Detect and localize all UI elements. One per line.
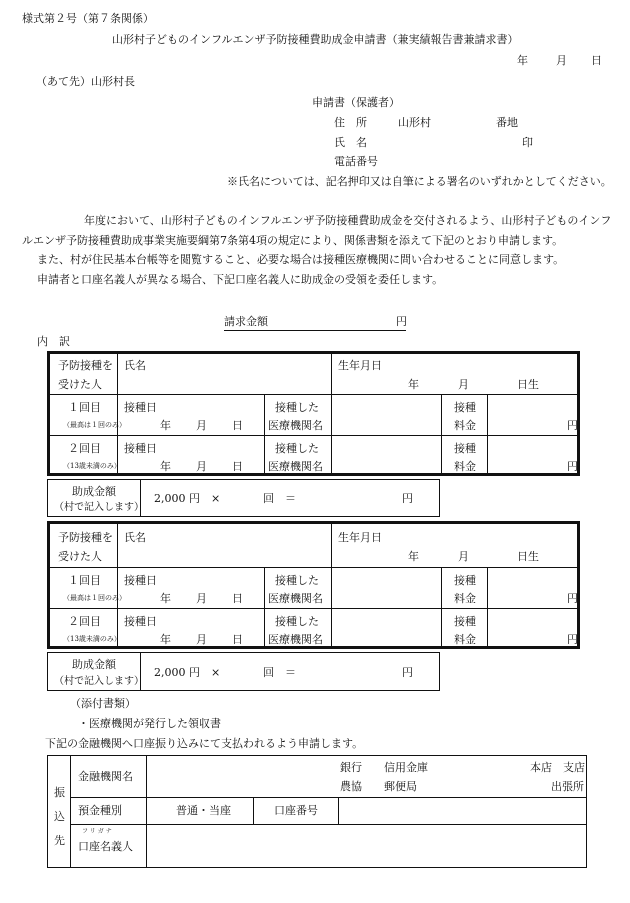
subsidy-box-2: [47, 652, 440, 691]
dose1-inst-a-2: 接種した: [275, 574, 319, 587]
dose1-day-2: 日: [232, 592, 243, 605]
dose1-fee-a-1: 接種: [454, 401, 476, 414]
bank-table: [47, 755, 587, 868]
dose2-inst-a-1: 接種した: [275, 442, 319, 455]
institution-label: 金融機関名: [78, 770, 133, 783]
dose2-fee-b-1: 料金: [454, 460, 476, 473]
subsidy-label-a-1: 助成金額: [72, 485, 116, 498]
claim-label: 請求金額: [224, 315, 268, 328]
dose1-year-1: 年: [160, 419, 171, 432]
dose2-label-1: ２回目: [68, 442, 101, 455]
subsidy-label-a-2: 助成金額: [72, 658, 116, 671]
birth-day-2: 日生: [517, 550, 539, 563]
birth-month-2: 月: [458, 550, 469, 563]
claim-yen: 円: [396, 315, 407, 328]
dose1-month-2: 月: [196, 592, 207, 605]
form-number: 様式第２号（第７条関係）: [22, 12, 154, 25]
attachments-heading: （添付書類）: [70, 697, 136, 710]
bank-intro: 下記の金融機関へ口座振り込みにて支払われるよう申請します。: [45, 737, 364, 750]
side-label-2: 込: [54, 810, 65, 823]
claim-underline: [224, 330, 406, 331]
dose2-note-2: （13歳未満のみ）: [63, 635, 121, 643]
dose1-fee-a-2: 接種: [454, 574, 476, 587]
banchi-label: 番地: [496, 116, 518, 129]
dose2-day-2: 日: [232, 633, 243, 646]
form-title: 山形村子どものインフルエンザ予防接種費助成金申請書（兼実績報告書兼請求書）: [112, 33, 519, 46]
birth-year-1: 年: [408, 378, 419, 391]
signature-note: ※氏名については、記名押印又は自筆による署名のいずれかとしてください。: [227, 175, 612, 188]
dose1-yen-2: 円: [567, 592, 578, 605]
seal-mark: 印: [522, 136, 533, 149]
dose2-year-2: 年: [160, 633, 171, 646]
dose1-yen-1: 円: [567, 419, 578, 432]
dose2-label-2: ２回目: [68, 615, 101, 628]
village-name: 山形村: [398, 116, 431, 129]
account-number-label: 口座番号: [274, 804, 318, 817]
dose2-month-2: 月: [196, 633, 207, 646]
bank-type-bottom: 農協 郵便局: [340, 780, 417, 793]
dose2-fee-a-2: 接種: [454, 615, 476, 628]
child-table-1: [47, 351, 580, 476]
child-table-2: [47, 521, 580, 649]
subsidy-yen-1: 円: [402, 492, 413, 505]
subsidy-amount-2: 2,000 円 ×: [154, 666, 221, 679]
holder-ruby: フリガナ: [82, 828, 114, 835]
date-year: 年: [517, 54, 528, 67]
body-para1-line1: 年度において、山形村子どものインフルエンザ予防接種費助成金を交付されるよう、山形村子どものインフ: [84, 214, 612, 227]
subsidy-times-2: 回 ＝: [263, 666, 296, 679]
subsidy-label-b-1: （村で記入します）: [54, 502, 144, 513]
dose1-date-label-1: 接種日: [124, 401, 157, 414]
dose2-inst-a-2: 接種した: [275, 615, 319, 628]
dose2-day-1: 日: [232, 460, 243, 473]
applicant-heading: 申請書（保護者）: [312, 96, 400, 109]
dose2-year-1: 年: [160, 460, 171, 473]
dose1-month-1: 月: [196, 419, 207, 432]
body-para1-line2: ルエンザ予防接種費助成事業実施要綱第7条第4項の規定により、関係書類を添えて下記のとおり申請します。: [22, 234, 564, 247]
dose2-date-label-1: 接種日: [124, 442, 157, 455]
subsidy-label-b-2: （村で記入します）: [54, 676, 144, 687]
birth-day-1: 日生: [517, 378, 539, 391]
dose1-day-1: 日: [232, 419, 243, 432]
bank-type-top: 銀行 信用金庫: [340, 761, 428, 774]
side-label-1: 振: [54, 786, 65, 799]
dose1-year-2: 年: [160, 592, 171, 605]
dose2-date-label-2: 接種日: [124, 615, 157, 628]
phone-label: 電話番号: [334, 155, 378, 168]
birth-year-2: 年: [408, 550, 419, 563]
recipient-label-2b: 受けた人: [58, 550, 102, 563]
dose2-yen-2: 円: [567, 633, 578, 646]
birth-month-1: 月: [458, 378, 469, 391]
subsidy-times-1: 回 ＝: [263, 492, 296, 505]
holder-label: 口座名義人: [78, 840, 133, 853]
dose1-inst-a-1: 接種した: [275, 401, 319, 414]
branch-type-bottom: 出張所: [551, 780, 584, 793]
dose2-note-1: （13歳未満のみ）: [63, 462, 121, 470]
dose2-fee-b-2: 料金: [454, 633, 476, 646]
dose1-label-1: １回目: [68, 401, 101, 414]
dose1-label-2: １回目: [68, 574, 101, 587]
attachment-item: ・医療機関が発行した領収書: [78, 717, 221, 730]
date-day: 日: [591, 54, 602, 67]
body-para2: また、村が住民基本台帳等を閲覧すること、必要な場合は接種医療機関に問い合わせることに同意します。: [37, 253, 565, 266]
dose1-date-label-2: 接種日: [124, 574, 157, 587]
recipient-label-2a: 予防接種を: [58, 531, 113, 544]
date-month: 月: [556, 54, 567, 67]
recipient-label-1a: 予防接種を: [58, 359, 113, 372]
child-name-label-1: 氏名: [124, 359, 146, 372]
recipient-label-1b: 受けた人: [58, 378, 102, 391]
branch-type-top: 本店 支店: [530, 761, 585, 774]
dose1-note-2: （最高は１回のみ）: [63, 594, 126, 602]
account-type-label: 預金種別: [78, 804, 122, 817]
subsidy-amount-1: 2,000 円 ×: [154, 492, 221, 505]
body-para3: 申請者と口座名義人が異なる場合、下記口座名義人に助成金の受領を委任します。: [37, 273, 444, 286]
dose1-fee-b-1: 料金: [454, 419, 476, 432]
address-label: 住 所: [334, 116, 367, 129]
side-label-3: 先: [54, 834, 65, 847]
child-name-label-2: 氏名: [124, 531, 146, 544]
dose1-fee-b-2: 料金: [454, 592, 476, 605]
dose1-note-1: （最高は１回のみ）: [63, 421, 126, 429]
subsidy-yen-2: 円: [402, 666, 413, 679]
dose1-inst-b-2: 医療機関名: [268, 592, 323, 605]
dose1-inst-b-1: 医療機関名: [268, 419, 323, 432]
dose2-yen-1: 円: [567, 460, 578, 473]
addressee: （あて先）山形村長: [36, 75, 135, 88]
dose2-inst-b-1: 医療機関名: [268, 460, 323, 473]
dose2-inst-b-2: 医療機関名: [268, 633, 323, 646]
dose2-fee-a-1: 接種: [454, 442, 476, 455]
account-type-value: 普通・当座: [176, 804, 231, 817]
name-label: 氏 名: [334, 136, 367, 149]
subsidy-box-1: [47, 479, 440, 517]
birth-label-2: 生年月日: [338, 531, 382, 544]
breakdown-label: 内 訳: [37, 335, 70, 348]
birth-label-1: 生年月日: [338, 359, 382, 372]
dose2-month-1: 月: [196, 460, 207, 473]
